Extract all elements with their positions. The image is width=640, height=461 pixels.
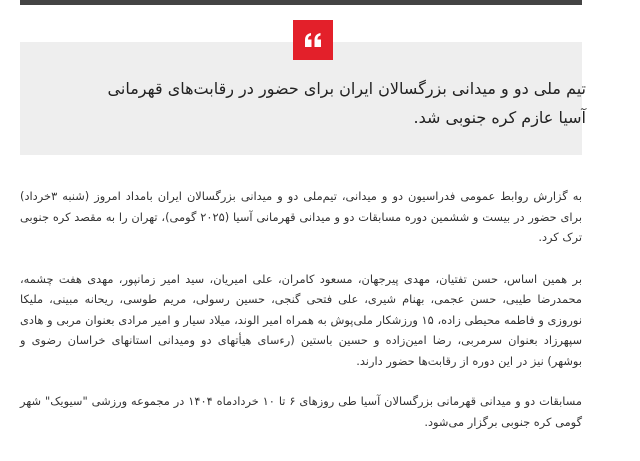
article-paragraph: مسابقات دو و میدانی قهرمانی بزرگسالان آسیا طی روزهای ۶ تا ۱۰ خردادماه ۱۴۰۴ در مجموعه ورزشی "سیویک" شهر گومی کره جنوبی برگزار می‌شود. bbox=[20, 394, 582, 429]
lead-image-bottom-edge bbox=[20, 0, 582, 5]
article-body bbox=[20, 186, 582, 453]
lead-quote-text: تیم ملی دو و میدانی بزرگسالان ایران برای حضور در رقابت‌های قهرمانی آسیا عازم کره جنوبی شد. bbox=[107, 79, 586, 127]
quote-mark-icon bbox=[304, 33, 322, 48]
article-paragraph: به گزارش روابط عمومی فدراسیون دو و میدانی، تیم‌ملی دو و میدانی بزرگسالان ایران بامداد امروز (شنبه ۳خرداد) برای حضور در بیست و ششمین دوره مسابقات دو و میدانی قهرمانی آسیا (۲۰۲۵ گومی)، تهران را به مقصد کره جنوبی ترک کرد. bbox=[20, 189, 582, 244]
article-paragraph: بر همین اساس، حسن تفتیان، مهدی پیرجهان، مسعود کامران، علی امیریان، سید امیر زمانپور، مهدی هفت چشمه، محمدرضا طیبی، حسن عجمی، بهنام شیری، علی فتحی گنجی، حسین رسولی، مریم طوسی، ریحانه مبینی، ملیکا نوروزی و فاطمه محیطی زاده، ۱۵ ورزشکار ملی‌پوش به همراه امیر الوند، میلاد سیار و امیر مرادی بعنوان مربی و هادی سپهرزاد بعنوان سرمربی، رضا امین‌زاده و حسین باستین (رءسای هیأتهای دو ومیدانی استانهای خراسان رضوی و بوشهر) نیز در این دوره از رقابت‌ها حضور دارند. bbox=[20, 271, 582, 368]
quote-badge bbox=[293, 20, 333, 60]
